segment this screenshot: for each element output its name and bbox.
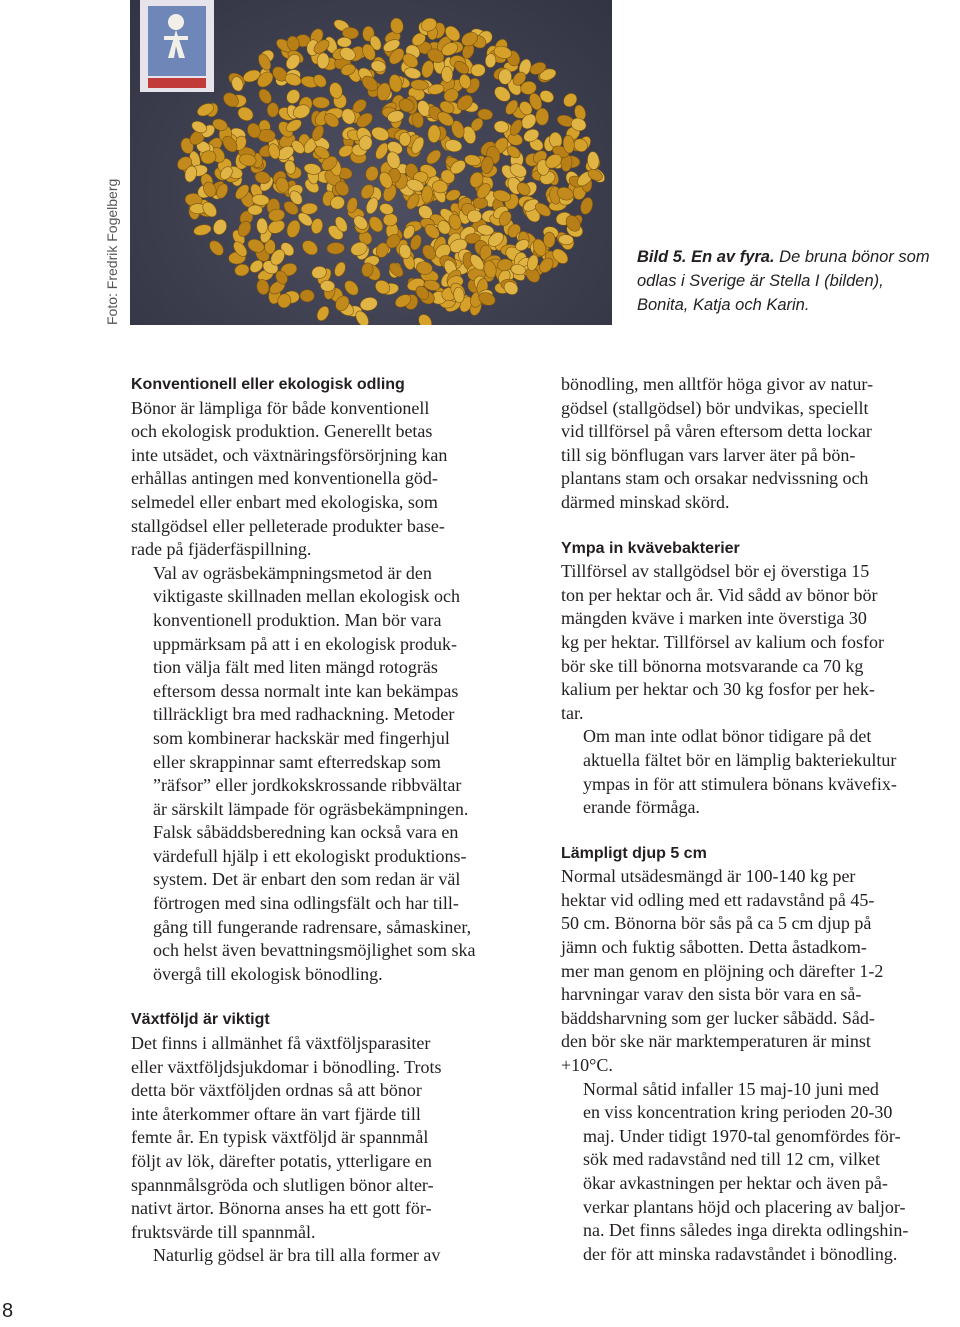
text-line: nativt ärtor. Bönorna anses ha ett gott för-	[131, 1198, 432, 1219]
text-line: den bör ske när marktemperaturen är minst	[561, 1031, 871, 1052]
text-line: Falsk såbäddsberedning kan också vara en	[153, 822, 459, 843]
text-line: värdefull hjälp i ett ekologiskt produktions-	[153, 845, 467, 866]
bean-pile-illustration	[130, 0, 612, 325]
text-line: Bönor är lämpliga för både konventionell	[131, 397, 430, 418]
text-line: konventionell produktion. Man bör vara	[153, 609, 442, 630]
text-line: därmed minskad skörd.	[561, 491, 730, 512]
bean	[467, 210, 481, 223]
text-line: femte år. En typisk växtföljd är spannmål	[131, 1127, 429, 1148]
bean	[416, 312, 434, 325]
bean	[193, 223, 213, 237]
text-line: till sig bönflugan vars larver äter på bön-	[561, 444, 856, 465]
body-paragraph	[131, 397, 511, 562]
text-line: bäddsharvning som ger lucker såbädd. Såd-	[561, 1007, 875, 1028]
text-line: övergå till ekologisk bönodling.	[153, 963, 383, 984]
bean	[256, 218, 268, 235]
text-line: eller växtföljdsjukdomar i bönodling. Trots	[131, 1056, 442, 1077]
bean	[300, 289, 315, 302]
bean	[441, 66, 452, 82]
text-line: verkar plantans höjd och placering av baljor-	[583, 1196, 906, 1217]
text-line: erande förmåga.	[583, 797, 700, 818]
page-number: 8	[2, 1300, 14, 1322]
text-line: Om man inte odlat bönor tidigare på det	[583, 726, 872, 747]
text-line: tion välja fält med liten mängd rotogräs	[153, 657, 438, 678]
bean	[370, 125, 391, 143]
section-gap	[561, 515, 941, 537]
bean	[420, 59, 436, 79]
section-gap	[561, 820, 941, 842]
text-line: rade på fjäderfäspillning.	[131, 539, 312, 560]
section-heading: Ympa in kvävebakterier	[561, 539, 740, 557]
text-line: gång till fungerande radrensare, såmaskiner,	[153, 916, 472, 937]
body-paragraph	[561, 1078, 941, 1267]
text-line: inte utsädet, och växtnäringsförsörjning kan	[131, 444, 448, 465]
caption-text: De bruna bönor som odlas i Sverige är Stella I (bilden), Bonita, Katja och Karin.	[637, 248, 930, 314]
section-heading: Konventionell eller ekologisk odling	[131, 376, 405, 393]
photo-caption	[637, 245, 937, 317]
text-line: eller skrappinnar samt efterredskap som	[153, 751, 441, 772]
text-line: förtrogen med sina odlingsfält och har till-	[153, 893, 459, 914]
bean	[315, 304, 332, 323]
text-line: Naturlig gödsel är bra till alla former av	[153, 1245, 441, 1266]
left-text-column	[131, 373, 511, 1268]
bean	[332, 260, 347, 278]
bean	[498, 69, 511, 85]
text-line: stallgödsel eller pelleterade produkter base-	[131, 515, 445, 536]
packet-stripe	[148, 78, 206, 88]
text-line: ton per hektar och år. Vid sådd av bönor bör	[561, 584, 878, 605]
text-line: ympas in för att stimulera bönans kvävefix-	[583, 773, 897, 794]
text-line: är särskilt lämpade för ogräsbekämpningen.	[153, 798, 469, 819]
text-line: spannmålsgröda och slutligen bönor alter-	[131, 1174, 434, 1195]
text-line: mer man genom en plöjning och därefter 1-2	[561, 960, 884, 981]
packet-figure-head	[168, 14, 184, 30]
text-line: kg per hektar. Tillförsel av kalium och fosfor	[561, 631, 884, 652]
bean	[312, 96, 330, 108]
text-line: harvningar varav den sista bör vara en så-	[561, 984, 862, 1005]
bean	[300, 238, 321, 258]
text-line: en viss koncentration kring perioden 20-30	[583, 1102, 893, 1123]
text-line: detta bör växtföljden ordnas så att bönor	[131, 1080, 422, 1101]
text-line: ökar avkastningen per hektar och även på-	[583, 1173, 888, 1193]
bean	[337, 37, 351, 47]
text-line: maj. Under tidigt 1970-tal genomfördes för-	[583, 1125, 901, 1146]
bean	[211, 217, 229, 236]
bean	[424, 147, 443, 166]
text-line: jämn och fuktig såbotten. Detta åstadkom-	[561, 937, 867, 958]
text-line: Normal såtid infaller 15 maj-10 juni med	[583, 1078, 879, 1099]
text-line: fruktsvärde till spannmål.	[131, 1221, 316, 1242]
bean	[473, 197, 488, 209]
text-line: uppmärksam på att i en ekologisk produk-	[153, 633, 457, 654]
text-line: Tillförsel av stallgödsel bör ej överstiga 15	[561, 561, 870, 582]
bean	[255, 278, 270, 296]
bean	[342, 278, 361, 298]
body-paragraph	[561, 560, 941, 725]
text-line: mängden kväve i marken inte överstiga 30	[561, 608, 867, 629]
bean	[327, 242, 345, 255]
text-line: som kombinerar hackskär med fingerhjul	[153, 727, 450, 748]
body-paragraph	[131, 1244, 511, 1268]
text-line: +10°C.	[561, 1055, 613, 1076]
text-line: och ekologisk produktion. Generellt betas	[131, 421, 433, 442]
section-heading: Lämpligt djup 5 cm	[561, 844, 707, 862]
text-line: sök med radavstånd ned till 12 cm, vilket	[583, 1149, 880, 1170]
right-text-column	[561, 373, 941, 1266]
text-line: viktigaste skillnaden mellan ekologisk och	[153, 586, 460, 607]
caption-lead: Bild 5. En av fyra.	[637, 248, 775, 266]
text-line: och helst även bevattningsmöjlighet som ska	[153, 940, 476, 961]
text-line: tar.	[561, 702, 584, 723]
text-line: system. Det är enbart den som redan är väl	[153, 869, 461, 890]
bean	[207, 238, 226, 258]
text-line: plantans stam och orsakar nedvissning och	[561, 468, 869, 489]
text-line: eftersom dessa normalt inte kan bekämpas	[153, 680, 459, 701]
body-paragraph	[131, 562, 511, 987]
text-line: der för att minska radavståndet i bönodling.	[583, 1243, 898, 1264]
text-line: erhållas antingen med konventionella göd-	[131, 468, 438, 489]
section-gap	[131, 986, 511, 1008]
text-line: na. Det finns således inga direkta odlingshin-	[583, 1220, 909, 1241]
bean-pile	[175, 16, 608, 325]
body-paragraph	[561, 865, 941, 1077]
text-line: 50 cm. Bönorna bör sås på ca 5 cm djup på	[561, 913, 872, 934]
text-line: kalium per hektar och 30 kg fosfor per hek-	[561, 679, 875, 700]
text-line: hektar vid odling med ett radavstånd på 45-	[561, 889, 875, 910]
bean	[428, 125, 441, 143]
text-line: aktuella fältet bör en lämplig bakteriekultur	[583, 749, 897, 770]
body-paragraph	[561, 373, 941, 515]
bean	[364, 165, 380, 183]
bean	[285, 218, 303, 239]
text-line: vid tillförsel på våren eftersom detta lockar	[561, 421, 872, 442]
bean-photo	[130, 0, 612, 325]
text-line: Val av ogräsbekämpningsmetod är den	[153, 562, 432, 583]
bean	[536, 108, 549, 125]
text-line: bönodling, men alltför höga givor av natur-	[561, 374, 874, 394]
photo-credit: Foto: Fredrik Fogelberg	[104, 178, 120, 325]
body-paragraph	[131, 1032, 511, 1244]
section-heading: Växtföljd är viktigt	[131, 1011, 270, 1029]
text-line: selmedel eller enbart med ekologiska, som	[131, 491, 438, 512]
text-line: inte återkommer oftare än vart fjärde till	[131, 1103, 421, 1124]
bean	[366, 214, 385, 234]
text-line: ”räfsor” eller jordkokskrossande ribbvältar	[153, 775, 462, 796]
text-line: tillräckligt bra med radhackning. Metoder	[153, 704, 455, 725]
bean	[234, 263, 250, 277]
body-paragraph	[561, 725, 941, 819]
text-line: följt av lök, därefter potatis, ytterligare en	[131, 1151, 432, 1171]
text-line: bör ske till bönorna motsvarande ca 70 kg	[561, 655, 864, 676]
text-line: Det finns i allmänhet få växtföljsparasiter	[131, 1033, 431, 1054]
text-line: Normal utsädesmängd är 100-140 kg per	[561, 866, 856, 887]
bean	[267, 102, 279, 117]
text-line: gödsel (stallgödsel) bör undvikas, speciellt	[561, 397, 869, 418]
bean	[248, 205, 263, 216]
